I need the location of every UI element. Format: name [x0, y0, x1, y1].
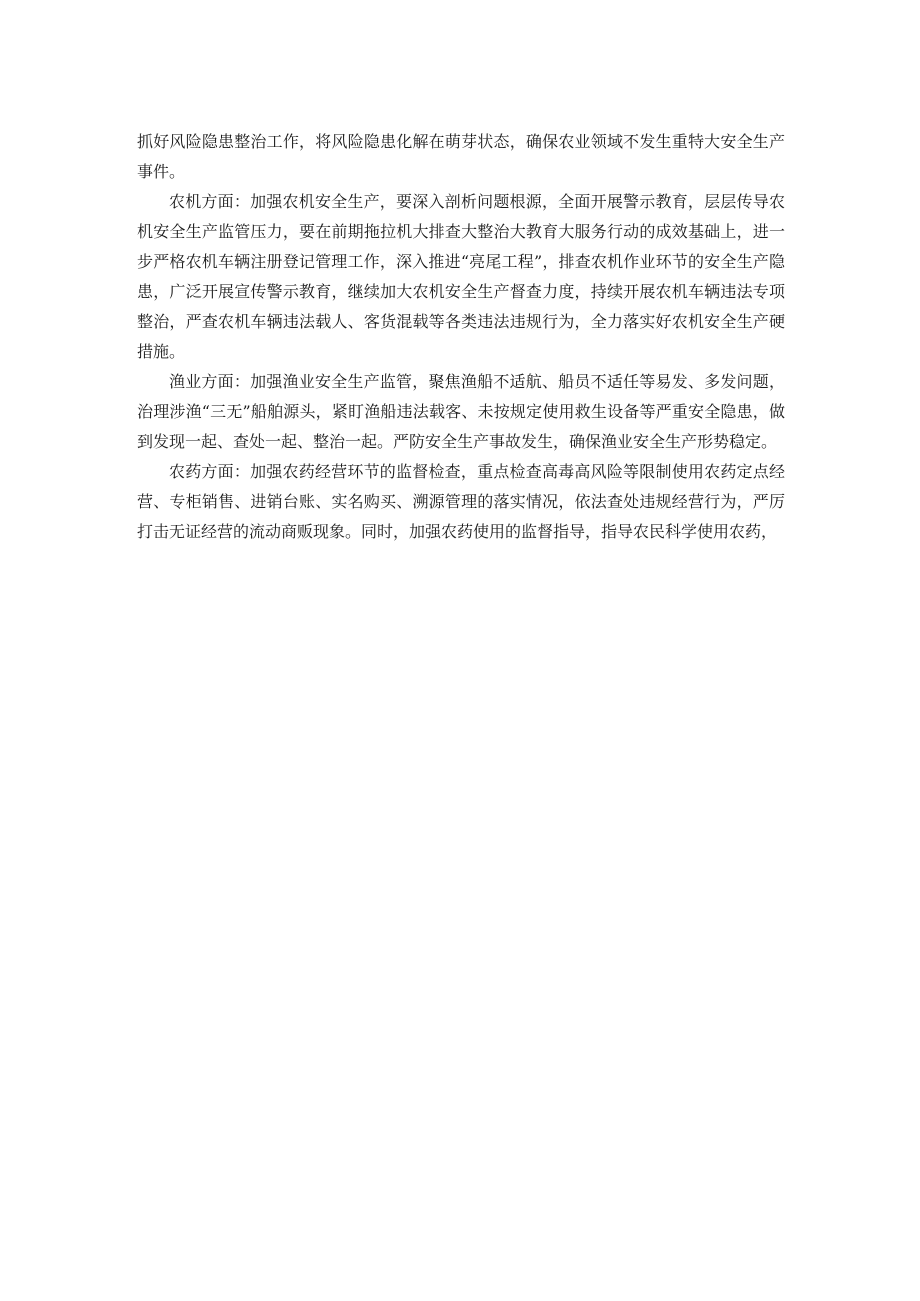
paragraph-continuation: 抓好风险隐患整治工作，将风险隐患化解在萌芽状态，确保农业领域不发生重特大安全生产事件。 — [137, 132, 785, 181]
paragraph-farm-machinery: 农机方面：加强农机安全生产，要深入剖析问题根源，全面开展警示教育，层层传导农机安全生产监管压力，要在前期拖拉机大排查大整治大教育大服务行动的成效基础上，进一步严格农机车辆注册登记管理工作，深入推进“亮尾工程”，排查农机作业环节的安全生产隐患，广泛开展宣传警示教育，继续加大农机安全生产督查力度，持续开展农机车辆违法专项整治，严查农机车辆违法载人、客货混载等各类违法违规行为，全力落实好农机安全生产硬措施。 — [137, 192, 785, 361]
paragraph-pesticide: 农药方面：加强农药经营环节的监督检查，重点检查高毒高风险等限制使用农药定点经营、专柜销售、进销台账、实名购买、溯源管理的落实情况，依法查处违规经营行为，严厉打击无证经营的流动商贩现象。同时，加强农药使用的监督指导，指导农民科学使用农药， — [137, 462, 785, 541]
document-body — [137, 127, 785, 547]
paragraph-fishery: 渔业方面：加强渔业安全生产监管，聚焦渔船不适航、船员不适任等易发、多发问题，治理涉渔“三无”船舶源头，紧盯渔船违法载客、未按规定使用救生设备等严重安全隐患，做到发现一起、查处一起、整治一起。严防安全生产事故发生，确保渔业安全生产形势稳定。 — [137, 372, 785, 451]
